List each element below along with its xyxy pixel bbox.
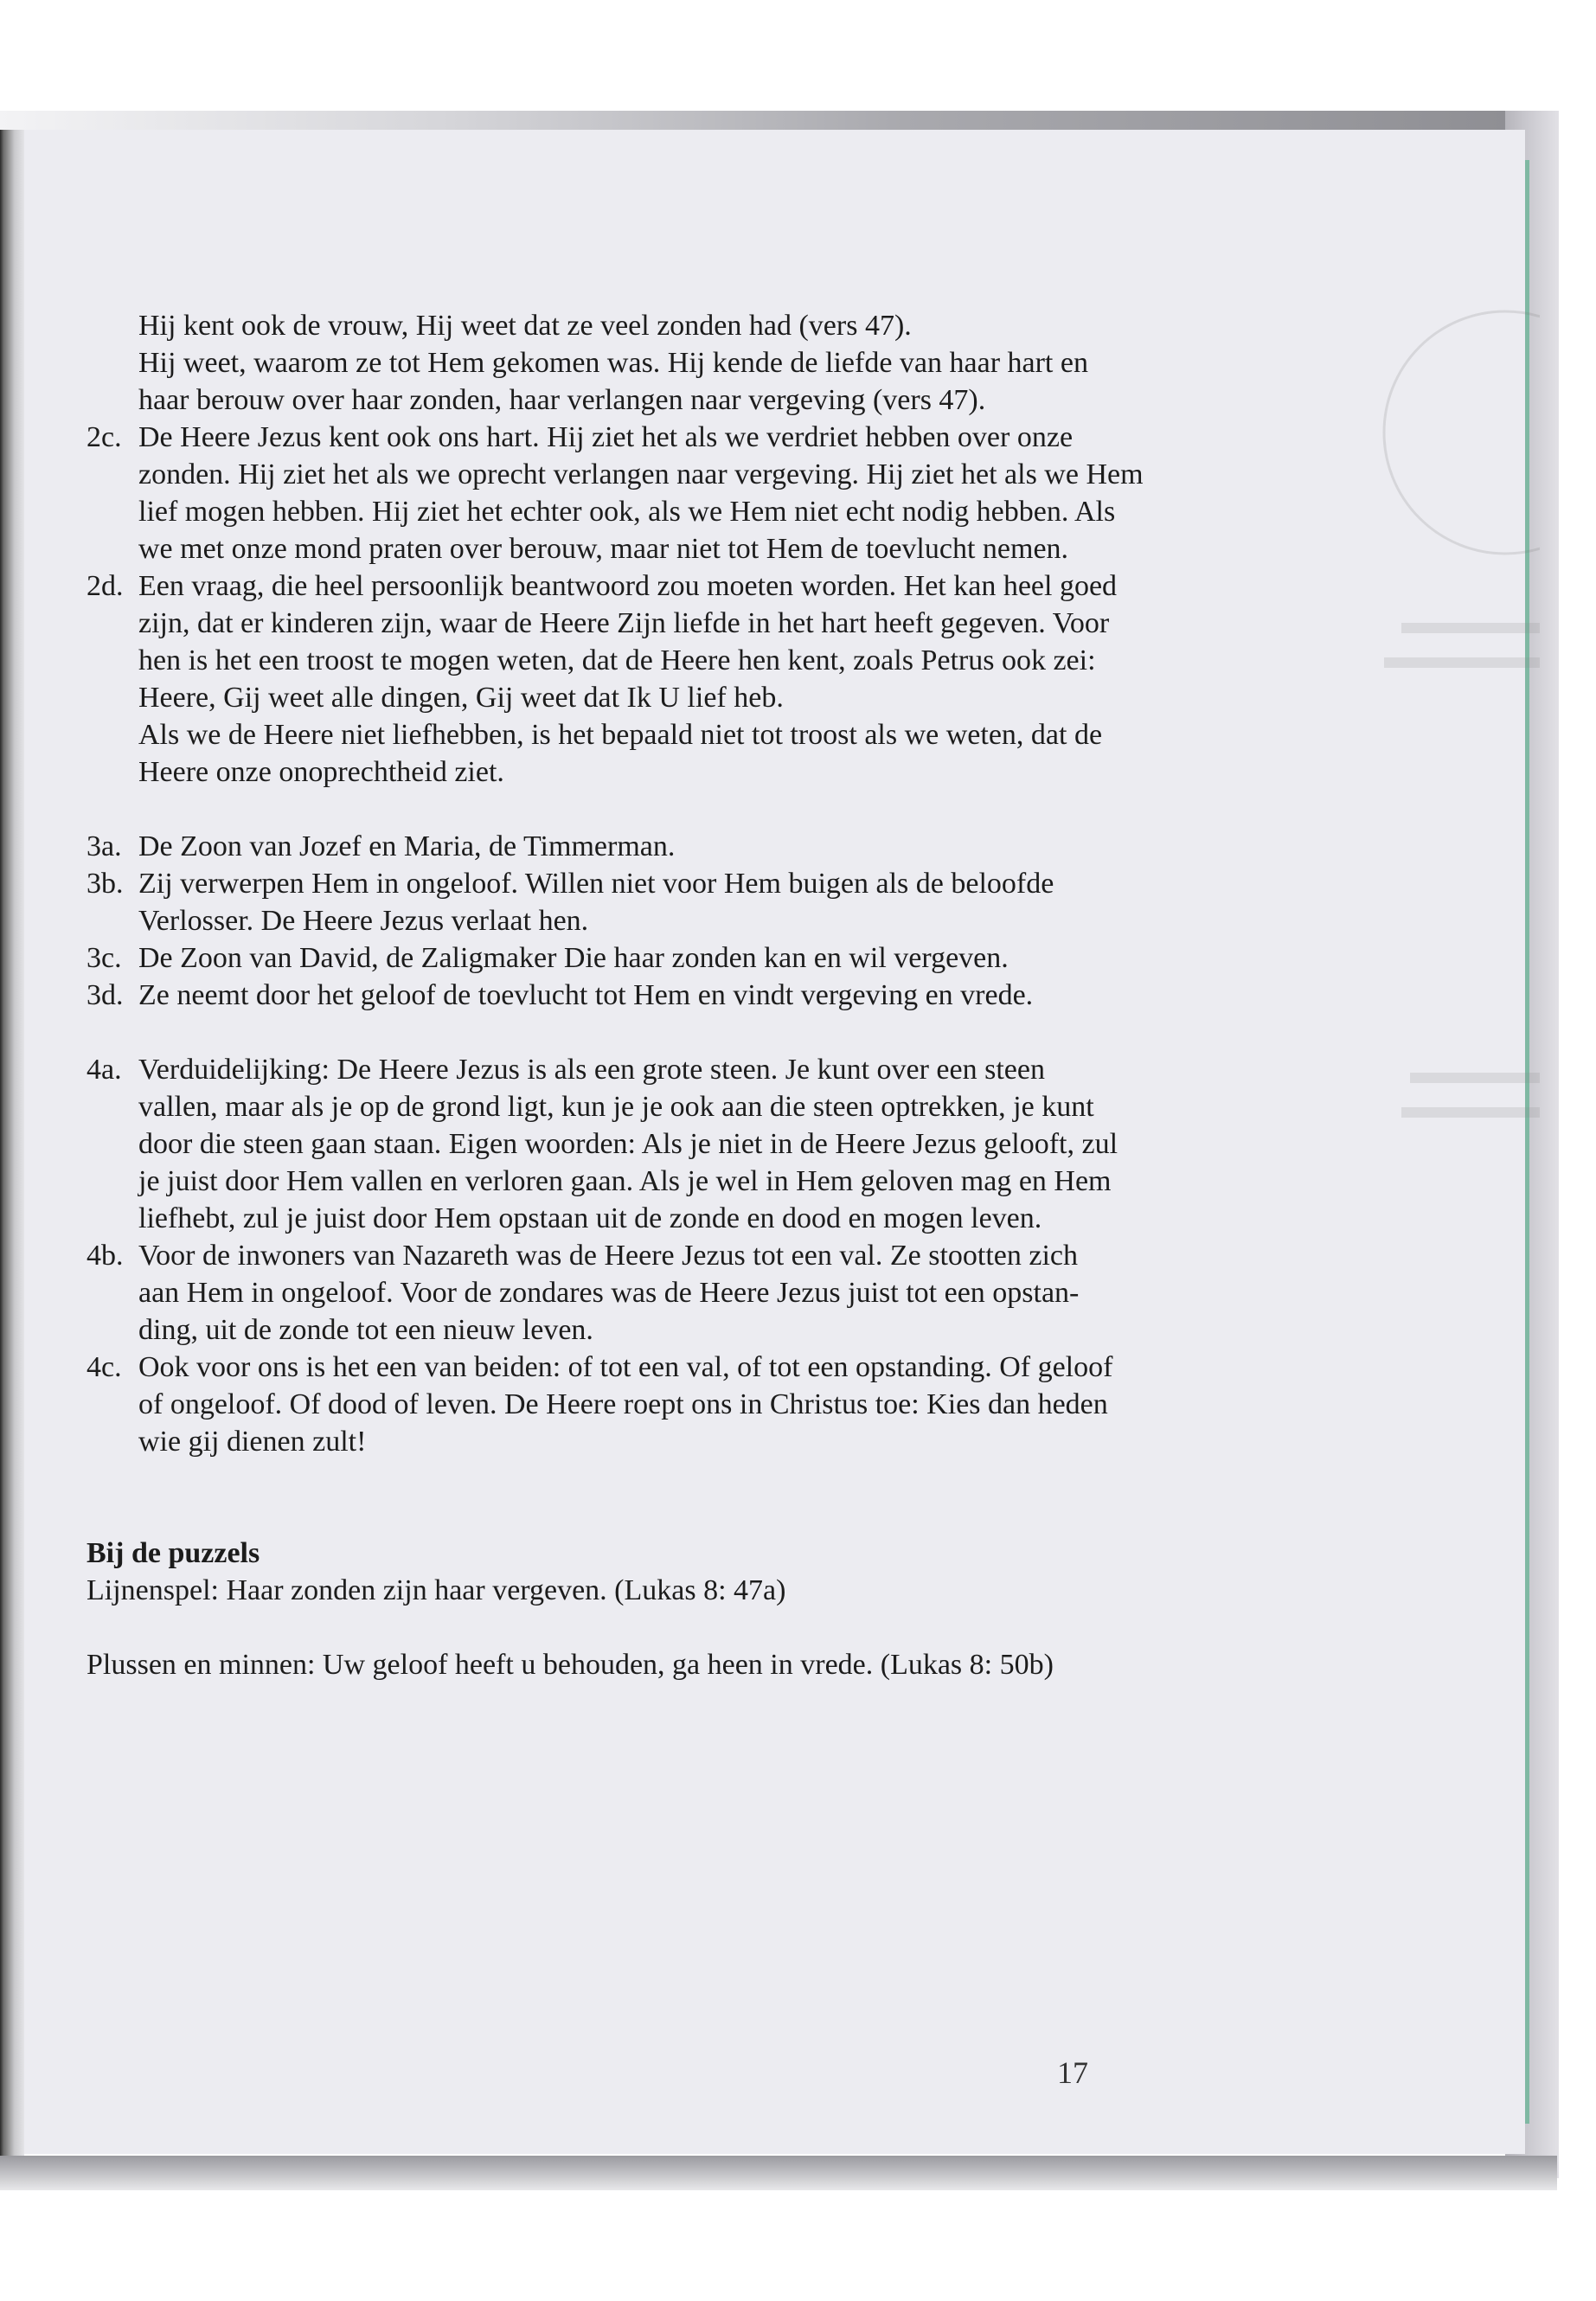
answer-item [87, 828, 1367, 865]
item-number: 2d. [87, 570, 124, 602]
item-number [87, 307, 138, 419]
answer-item [87, 1349, 1367, 1460]
text-line: Zij verwerpen Hem in ongeloof. Willen niet voor Hem buigen als de beloofde [138, 868, 1054, 900]
show-through-decoration [1349, 173, 1540, 1471]
answer-item [87, 419, 1367, 567]
text-line: Heere, Gij weet alle dingen, Gij weet dat Ik U lief heb. [138, 682, 784, 714]
item-number: 4b. [87, 1240, 124, 1272]
text-line: De Zoon van Jozef en Maria, de Timmerman. [138, 830, 676, 862]
scan-left-edge [0, 130, 24, 2180]
text-line: De Zoon van David, de Zaligmaker Die haar zonden kan en wil vergeven. [138, 942, 1009, 974]
item-number: 4a. [87, 1054, 122, 1086]
text-line: lief mogen hebben. Hij ziet het echter ook, als we Hem niet echt nodig hebben. Als [138, 496, 1116, 528]
text-line: Hij kent ook de vrouw, Hij weet dat ze veel zonden had (vers 47). [138, 310, 912, 342]
text-line: hen is het een troost te mogen weten, dat de Heere hen kent, zoals Petrus ook zei: [138, 644, 1096, 676]
text-line: wie gij dienen zult! [138, 1426, 367, 1458]
text-line: ding, uit de zonde tot een nieuw leven. [138, 1314, 593, 1346]
text-line: Heere onze onoprechtheid ziet. [138, 756, 504, 788]
text-line: Ook voor ons is het een van beiden: of tot een val, of tot een opstanding. Of geloof [138, 1351, 1113, 1383]
text-line: liefhebt, zul je juist door Hem opstaan uit de zonde en dood en mogen leven. [138, 1202, 1042, 1234]
puzzels-heading: Bij de puzzels [87, 1537, 260, 1569]
text-line: De Heere Jezus kent ook ons hart. Hij ziet het als we verdriet hebben over onze [138, 421, 1074, 453]
puzzels-line: Lijnenspel: Haar zonden zijn haar vergeven. (Lukas 8: 47a) [87, 1574, 786, 1606]
answer-item [87, 307, 1367, 419]
item-number: 3a. [87, 830, 122, 862]
text-line: je juist door Hem vallen en verloren gaan. Als je wel in Hem geloven mag en Hem [138, 1165, 1112, 1197]
text-line: haar berouw over haar zonden, haar verlangen naar vergeving (vers 47). [138, 384, 986, 416]
answer-item [87, 567, 1367, 791]
text-line: aan Hem in ongeloof. Voor de zondares was de Heere Jezus juist tot een opstan- [138, 1277, 1080, 1309]
puzzels-line: Plussen en minnen: Uw geloof heeft u behouden, ga heen in vrede. (Lukas 8: 50b) [87, 1649, 1054, 1681]
answer-text [87, 307, 1367, 1683]
answer-item [87, 977, 1367, 1014]
text-line: vallen, maar als je op de grond ligt, kun je je ook aan die steen optrekken, je kunt [138, 1091, 1094, 1123]
text-line: zijn, dat er kinderen zijn, waar de Heere Zijn liefde in het hart heeft gegeven. Voor [138, 607, 1110, 639]
answer-item [87, 1051, 1367, 1237]
text-line: door die steen gaan staan. Eigen woorden: Als je niet in de Heere Jezus gelooft, zul [138, 1128, 1118, 1160]
text-line: Hij weet, waarom ze tot Hem gekomen was. Hij kende de liefde van haar hart en [138, 347, 1088, 379]
answer-item [87, 1237, 1367, 1349]
item-number: 3c. [87, 942, 122, 974]
text-line: Verlosser. De Heere Jezus verlaat hen. [138, 905, 589, 937]
text-line: Voor de inwoners van Nazareth was de Heere Jezus tot een val. Ze stootten zich [138, 1240, 1079, 1272]
text-line: Als we de Heere niet liefhebben, is het bepaald niet tot troost als we weten, dat de [138, 719, 1103, 751]
text-line: we met onze mond praten over berouw, maar niet tot Hem de toevlucht nemen. [138, 533, 1069, 565]
text-line: of ongeloof. Of dood of leven. De Heere roept ons in Christus toe: Kies dan heden [138, 1388, 1108, 1420]
text-line: zonden. Hij ziet het als we oprecht verlangen naar vergeving. Hij ziet het als we Hem [138, 458, 1144, 490]
item-number: 4c. [87, 1351, 122, 1383]
item-number: 2c. [87, 421, 122, 453]
answer-item [87, 865, 1367, 939]
text-line: Een vraag, die heel persoonlijk beantwoord zou moeten worden. Het kan heel goed [138, 570, 1118, 602]
item-number: 3b. [87, 868, 124, 900]
page-number: 17 [1057, 2055, 1088, 2090]
item-number: 3d. [87, 979, 124, 1011]
text-line: Ze neemt door het geloof de toevlucht tot Hem en vindt vergeving en vrede. [138, 979, 1034, 1011]
text-line: Verduidelijking: De Heere Jezus is als een grote steen. Je kunt over een steen [138, 1054, 1045, 1086]
answer-item [87, 939, 1367, 977]
scan-bottom-edge [0, 2156, 1557, 2190]
